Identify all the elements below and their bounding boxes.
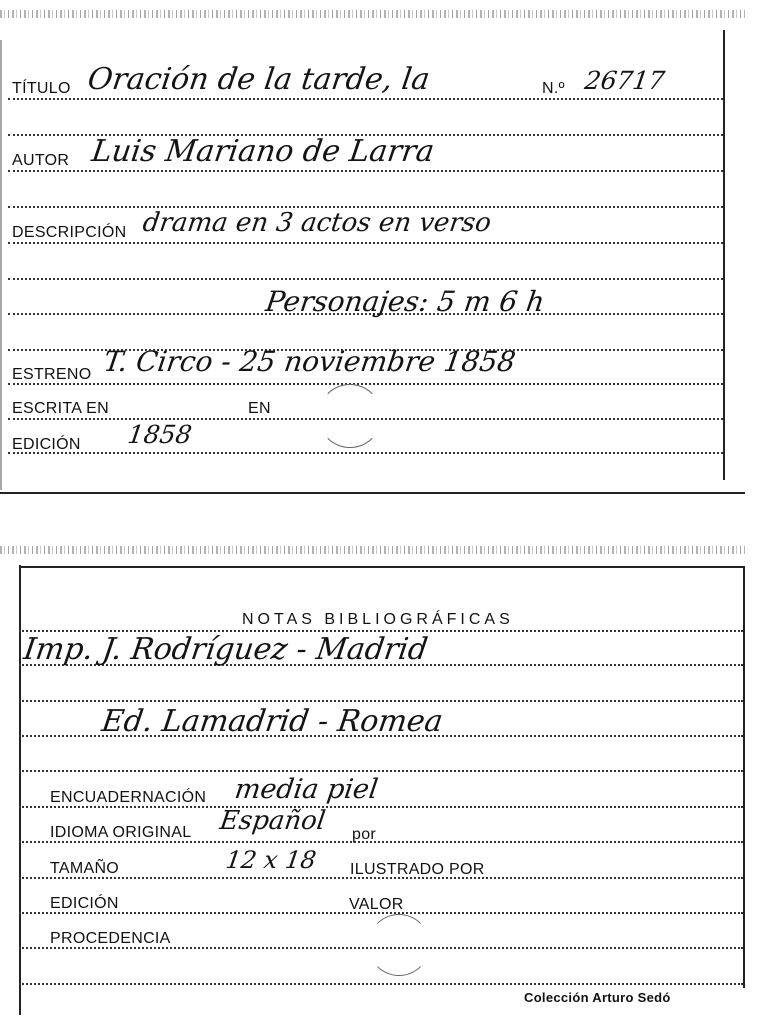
numero-value: 26717 — [582, 66, 667, 95]
edicion2-label: EDICIÓN — [50, 895, 119, 912]
titulo-label: TÍTULO — [12, 80, 71, 97]
note-editorial: Ed. Lamadrid - Romea — [99, 704, 446, 739]
torn-top-edge — [0, 546, 745, 554]
ruled-line — [8, 452, 723, 454]
escrita-en-label: ESCRITA EN — [12, 400, 109, 417]
ruled-line — [19, 700, 743, 702]
titulo-value: Oración de la tarde, la — [85, 62, 432, 97]
edicion-label: EDICIÓN — [12, 436, 81, 453]
ruled-line — [8, 98, 723, 100]
card-left-border — [0, 40, 2, 490]
edicion-value: 1858 — [125, 420, 194, 449]
estreno-label: ESTRENO — [12, 366, 92, 383]
coleccion-footer: Colección Arturo Sedó — [524, 990, 671, 1005]
faint-stamp-circle — [368, 914, 430, 976]
note-imprenta: Imp. J. Rodríguez - Madrid — [21, 632, 430, 667]
card-bottom-border — [0, 492, 745, 494]
ruled-line — [8, 242, 723, 244]
autor-label: AUTOR — [12, 152, 70, 169]
ruled-line — [19, 983, 743, 985]
tamano-label: TAMAÑO — [50, 860, 120, 877]
tamano-value: 12 x 18 — [224, 846, 318, 874]
valor-label: VALOR — [349, 896, 404, 913]
faint-stamp-circle — [318, 384, 382, 448]
por-label: por — [352, 826, 377, 843]
ruled-line — [8, 278, 723, 280]
notas-heading: NOTAS BIBLIOGRÁFICAS — [242, 611, 514, 628]
encuadernacion-label: ENCUADERNACIÓN — [50, 789, 207, 806]
descripcion-value-line2: Personajes: 5 m 6 h — [263, 285, 547, 318]
idioma-value: Español — [217, 806, 328, 836]
ruled-line — [8, 383, 723, 385]
card-right-border — [723, 30, 725, 480]
descripcion-label: DESCRIPCIÓN — [12, 224, 127, 241]
estreno-value: T. Circo - 25 noviembre 1858 — [101, 345, 518, 378]
card-right-border — [743, 568, 745, 988]
numero-label: N.º — [542, 80, 565, 97]
idioma-label: IDIOMA ORIGINAL — [50, 824, 192, 841]
procedencia-label: PROCEDENCIA — [50, 930, 171, 947]
torn-top-edge — [0, 10, 745, 18]
encuadernacion-value: media piel — [232, 774, 380, 805]
autor-value: Luis Mariano de Larra — [89, 134, 437, 169]
ruled-line — [8, 170, 723, 172]
card-top-rule — [19, 566, 745, 568]
descripcion-value: drama en 3 actos en verso — [140, 208, 493, 238]
en-label: EN — [248, 400, 271, 417]
ilustrado-label: ILUSTRADO POR — [350, 861, 485, 878]
ruled-line — [19, 770, 743, 772]
